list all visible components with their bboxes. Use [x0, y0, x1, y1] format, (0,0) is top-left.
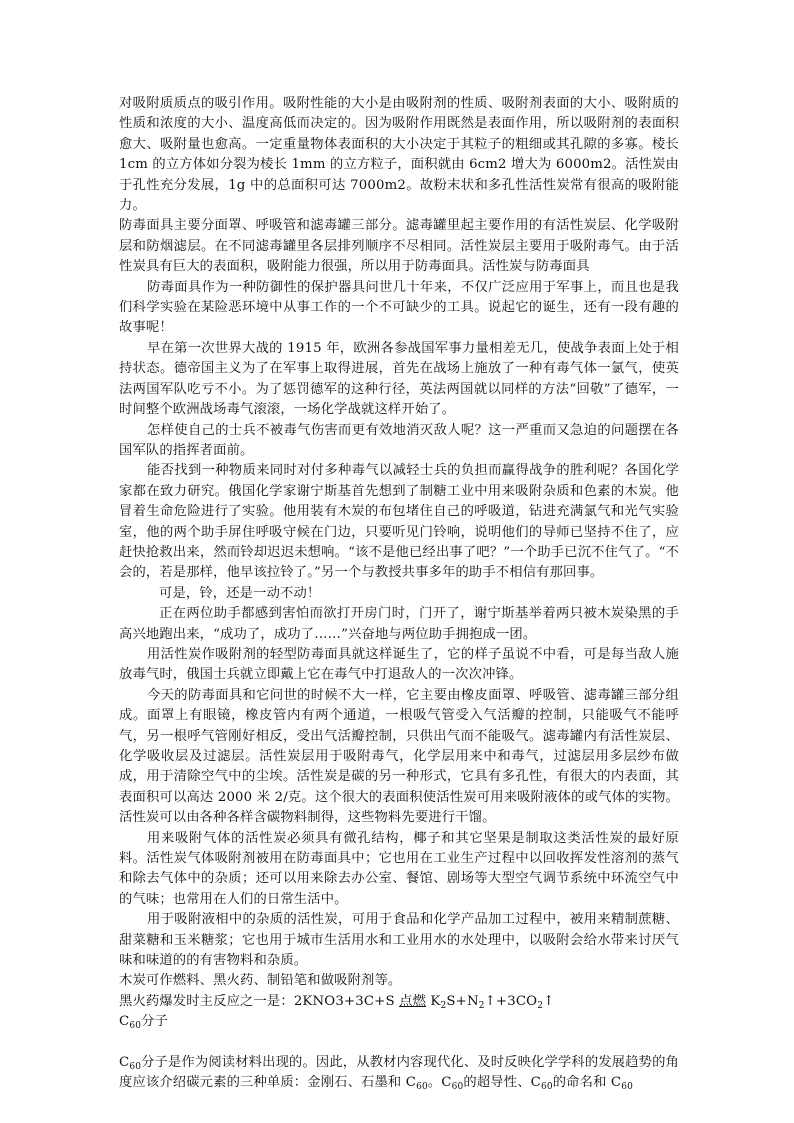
c60-heading: $C_{60}$分子 — [119, 1014, 168, 1032]
paragraph-charcoal-uses: 木炭可作燃料、黑火药、制铅笔和做吸附剂等。 — [119, 973, 402, 989]
paragraph-gas-mask-history: 防毒面具作为一种防御性的保护器具问世几十年来，不仅广泛应用于军事上，而且也是我们科学实验在某险恶环境中从事工作的一个不可缺少的工具。说起它的诞生，还有一段有趣的故事呢！ — [119, 279, 679, 336]
paragraph-bell: 可是，铃，还是一动不动！ — [159, 585, 321, 601]
paragraph-success: 正在两位助手都感到害怕而欲打开房门时，门开了，谢宁斯基举着两只被木炭染黑的手高兴地跑出来，“成功了，成功了……”兴奋地与两位助手拥抱成一团。 — [119, 606, 679, 642]
reaction-lead: 黑火药爆发时主反应之一是： — [119, 993, 294, 1009]
paragraph-ww1: 早在第一次世界大战的 1915 年，欧洲各参战国军事力量相差无几，使战争表面上处于相持状态。德帝国主义为了在军事上取得进展，首先在战场上施放了一种有毒气体一氯气，使英法两国军队吃亏不小。为了惩罚德军的这种行径，英法两国就以同样的方法“回敬”了德军，一时间整个欧洲战场毒气滚滚，一场化学战就这样开始了。 — [119, 340, 679, 418]
paragraph-modern-mask: 今天的防毒面具和它问世的时候不大一样，它主要由橡皮面罩、呼吸管、滤毒罐三部分组成。面罩上有眼镜，橡皮管内有两个通道，一根吸气管受入气活瓣的控制，只能吸气不能呼气，另一根呼气管刚好相反，受出气活瓣控制，只供出气而不能吸气。滤毒罐内有活性炭层、化学吸收层及过滤层。活性炭层用于吸附毒气，化学层用来中和毒气，过滤层用多层纱布做成，用于清除空气中的尘埃。活性炭是碳的另一种形式，它具有多孔性，有很大的内表面，其表面积可以高达 2000 米 2/克。这个很大的表面积使活性炭可用来吸附液体的或气体的实物。活性炭可以由各种各样含碳物料制得，这些物料先要进行干馏。 — [119, 687, 679, 826]
paragraph-gas-adsorbent: 用来吸附气体的活性炭必须具有微孔结构，椰子和其它坚果是制取这类活性炭的最好原料。活性炭气体吸附剂被用在防毒面具中；它也用在工业生产过程中以回收挥发性溶剂的蒸气和除去气体中的杂质；还可以用来除去办公室、餐馆、剧场等大型空气调节系统中环流空气中的气味；也常用在人们的日常生活中。 — [119, 830, 679, 907]
paragraph-adsorption: 对吸附质质点的吸引作用。吸附性能的大小是由吸附剂的性质、吸附剂表面的大小、吸附质的性质和浓度的大小、温度高低而决定的。因为吸附作用既然是表面作用，所以吸附剂的表面积愈大、吸附量也愈高。一定重量物体表面积的大小决定于其粒子的粗细或其孔隙的多寡。棱长 1cm 的立方体如分裂为棱长 1mm 的立方粒子，面积就由 6cm2 增大为 6000m2。活性炭由于孔性充分发展，1g 中的总面积可达 7000m2。故粉末状和多孔性活性炭常有很高的吸附能力。 — [119, 96, 679, 214]
paragraph-liquid-adsorbent: 用于吸附液相中的杂质的活性炭，可用于食品和化学产品加工过程中，被用来精制蔗糖、甜菜糖和玉米糖浆；它也用于城市生活用水和工业用水的水处理中，以吸附会给水带来讨厌气味和味道的的有害物料和杂质。 — [119, 912, 679, 969]
spacer — [119, 1033, 679, 1053]
paragraph-question: 怎样使自己的士兵不被毒气伤害而更有效地消灭敌人呢？这一严重而又急迫的问题摆在各国军队的指挥者面前。 — [119, 422, 679, 458]
black-powder-reaction — [119, 992, 679, 1012]
reaction-rhs: $K_2S+N_2↑+3CO_2↑$ — [430, 993, 555, 1011]
document-page — [119, 94, 679, 1094]
paragraph-light-mask: 用活性炭作吸附剂的轻型防毒面具就这样诞生了，它的样子虽说不中看，可是每当敌人施放毒气时，俄国士兵就立即戴上它在毒气中打退敌人的一次次冲锋。 — [119, 646, 679, 683]
reaction-condition: 点燃 — [399, 993, 427, 1009]
reaction-lhs: 2KNO3+3C+S — [293, 993, 395, 1009]
c60-paragraph: $C_{60}$分子是作为阅读材料出现的。因此，从教材内容现代化、及时反映化学学科的发展趋势的角度应该介绍碳元素的三种单质：金刚石、石墨和 $C_{60}$。$C_{60}$的超导性、$C_{60}$的命名和 $C_{60}$ — [119, 1054, 679, 1093]
paragraph-gas-mask-parts: 防毒面具主要分面罩、呼吸管和滤毒罐三部分。滤毒罐里起主要作用的有活性炭层、化学吸附层和防烟滤层。在不同滤毒罐里各层排列顺序不尽相同。活性炭层主要用于吸附毒气。由于活性炭具有巨大的表面积，吸附能力很强，所以用于防毒面具。活性炭与防毒面具 — [119, 218, 679, 275]
paragraph-zelinsky: 能否找到一种物质来同时对付多种毒气以减轻士兵的负担而赢得战争的胜利呢？各国化学家都在致力研究。俄国化学家谢宁斯基首先想到了制糖工业中用来吸附杂质和色素的木炭。他冒着生命危险进行了实验。他用装有木炭的布包堵住自己的呼吸道，钻进充满氯气和光气实验室，他的两个助手屏住呼吸守候在门边，只要听见门铃响，说明他们的导师已坚持不住了，应赶快抢救出来，然而铃却迟迟未想响。“该不是他已经出事了吧？”一个助手已沉不住气了。“不会的，若是那样，他早该拉铃了。”另一个与教授共事多年的助手不相信有那回事。 — [119, 463, 679, 581]
